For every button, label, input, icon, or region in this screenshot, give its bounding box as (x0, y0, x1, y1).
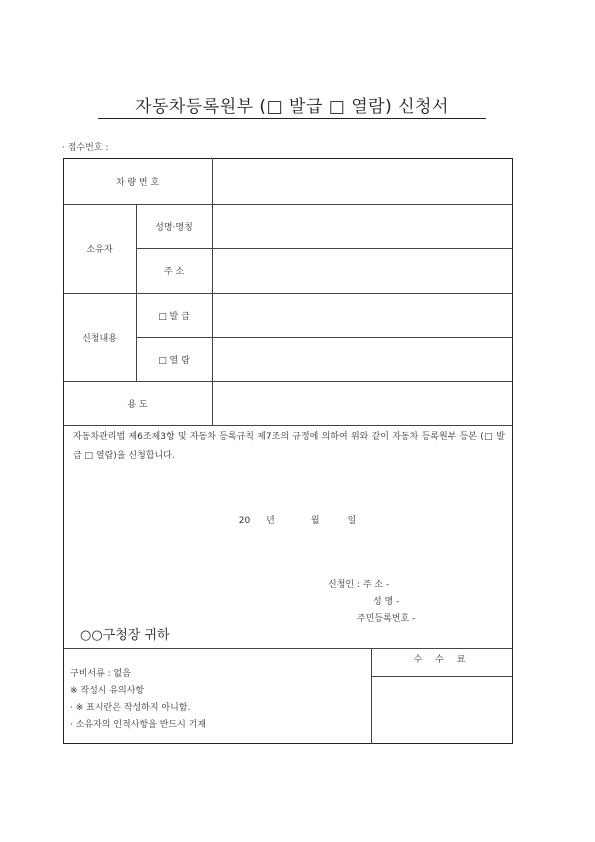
inspect-field[interactable] (213, 338, 512, 381)
owner-label: 소유자 (86, 245, 113, 255)
notes-header: ※ 작성시 유의사항 (70, 686, 145, 696)
issue-checkbox-label[interactable]: □ 발 급 (158, 311, 190, 322)
application-statement: 자동차관리법 제6조제3항 및 자동차 등록규칙 제7조의 규정에 의하여 위와 같이 자동차 등록원부 등본 (□ 발급 □ 열람)을 신청합니다. (73, 432, 505, 461)
day-unit: 일 (347, 516, 357, 526)
owner-name-field[interactable] (213, 205, 512, 248)
required-documents: 구비서류 : 없음 (70, 669, 131, 679)
application-label: 신청내용 (82, 333, 117, 344)
inspect-checkbox-label[interactable]: □ 열 람 (158, 355, 190, 366)
owner-address-field[interactable] (213, 249, 512, 293)
year-unit: 년 (266, 516, 275, 526)
row-divider (63, 425, 513, 426)
applicant-address-label: 신청인 : 주 소 - (328, 580, 390, 590)
year-value: 20 (238, 516, 251, 526)
note-item: · 소유자의 인적사항을 반드시 기재 (70, 720, 207, 730)
purpose-label: 용 도 (127, 399, 148, 410)
addressee: ○○구청장 귀하 (80, 628, 170, 643)
purpose-field[interactable] (213, 382, 512, 425)
resident-number-label: 주민등록번호 - (357, 614, 416, 624)
owner-name-label: 성명·명칭 (155, 222, 193, 233)
applicant-name-label: 성 명 - (373, 597, 400, 607)
vehicle-number-field[interactable] (213, 159, 512, 204)
month-unit: 월 (310, 516, 320, 526)
fee-label: 수 수 료 (413, 655, 471, 665)
form-title: 자동차등록원부 (□ 발급 □ 열람) 신청서 (135, 97, 449, 117)
date-line (0, 513, 595, 526)
note-item: · ※ 표시란은 작성하지 아니함. (70, 703, 191, 713)
row-divider (63, 648, 513, 649)
receipt-number-label: · 접수번호 : (62, 143, 109, 153)
vehicle-number-label: 차 량 번 호 (115, 177, 160, 188)
fee-field[interactable] (372, 677, 512, 743)
owner-address-label: 주 소 (163, 267, 185, 277)
issue-field[interactable] (213, 294, 512, 337)
title-underline (98, 118, 486, 119)
